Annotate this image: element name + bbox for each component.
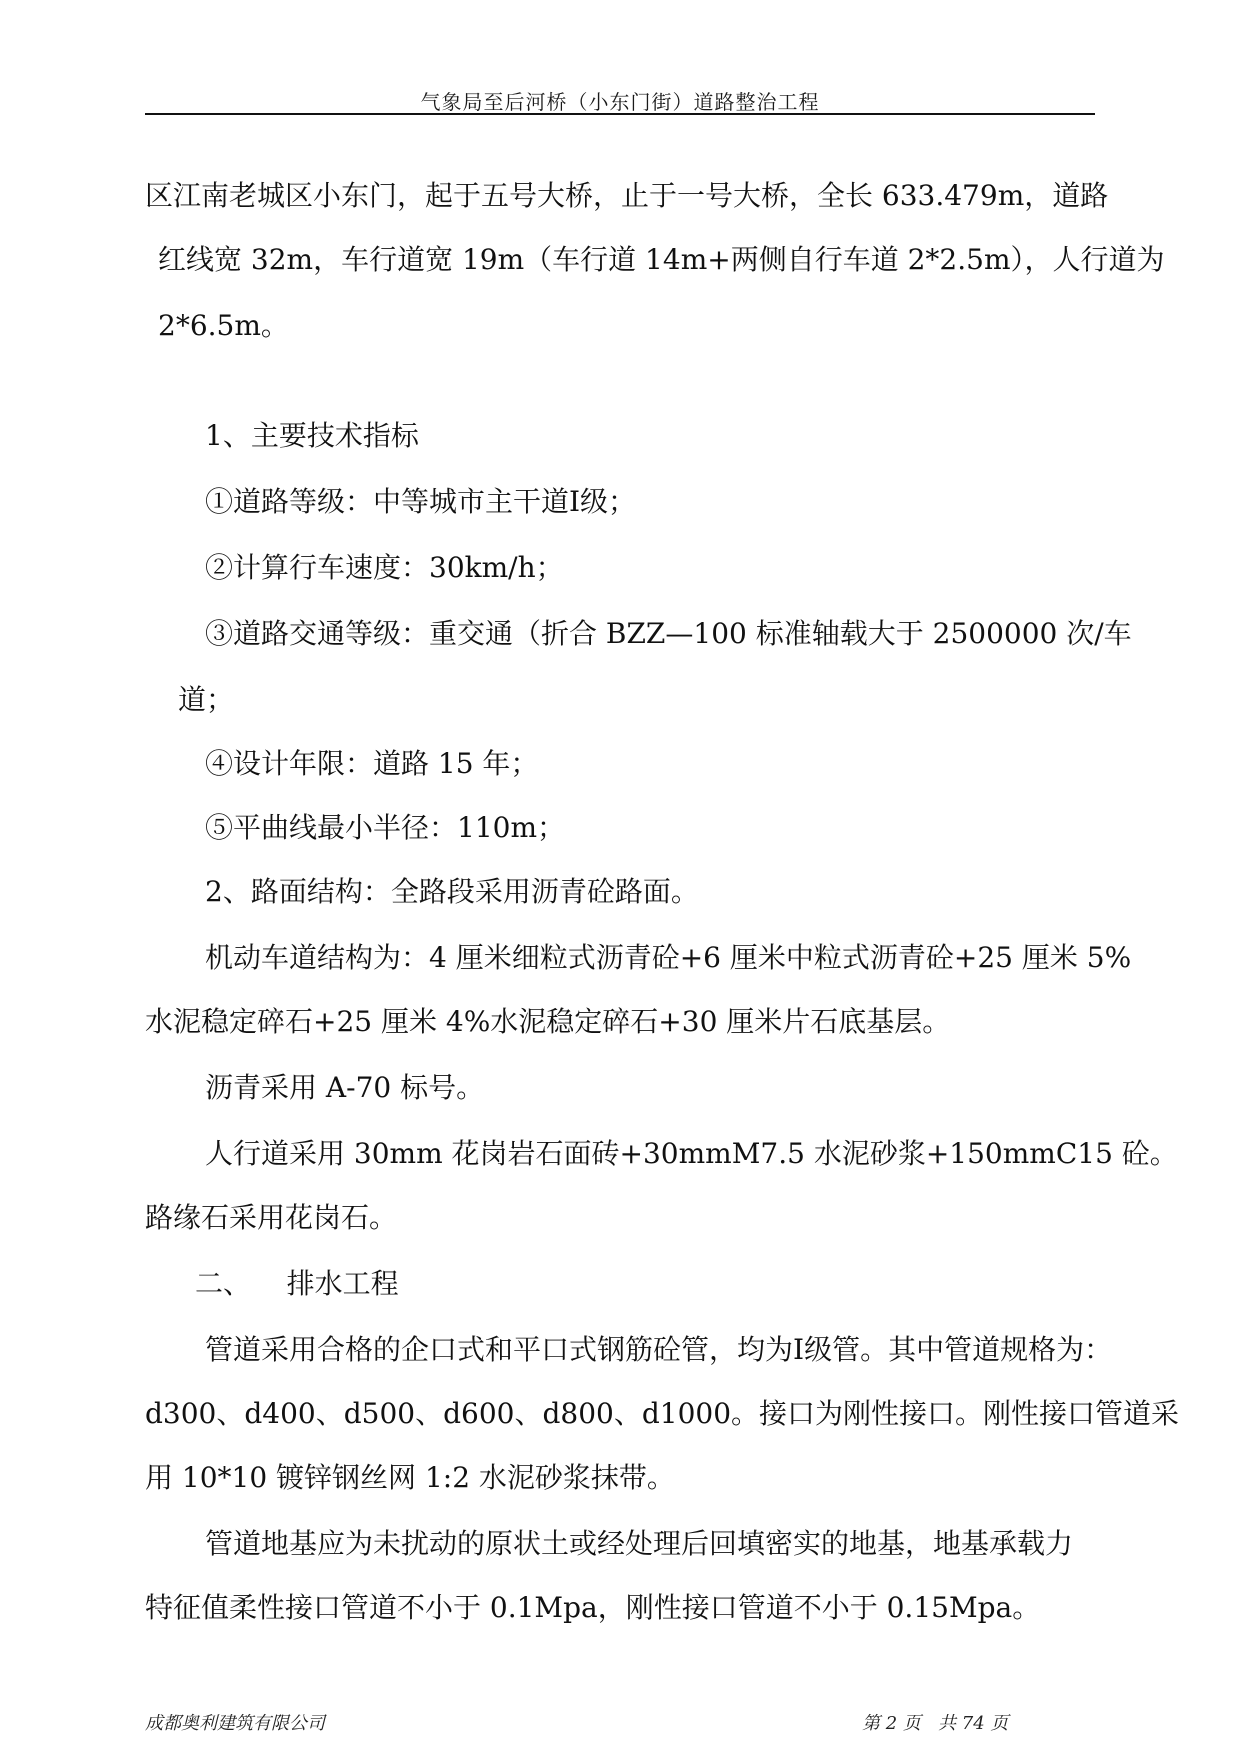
body-line: 管道地基应为未扰动的原状土或经处理后回填密实的地基，地基承载力 [205,1527,1074,1560]
list-item: ①道路等级：中等城市主干道Ⅰ级； [205,485,637,518]
list-item: ②计算行车速度：30km/h； [205,551,564,584]
section-heading: 1、主要技术指标 [205,419,419,452]
list-item: ④设计年限：道路 15 年； [205,747,539,780]
header-divider [145,113,1095,115]
footer-page-info: 第 2 页 共 74 页 [862,1713,1009,1734]
list-item: ⑤平曲线最小半径：110m； [205,811,565,844]
body-line: 人行道采用 30mm 花岗岩石面砖+30mmM7.5 水泥砂浆+150mmC15 砼。 [205,1137,1178,1170]
body-line: 区江南老城区小东门，起于五号大桥，止于一号大桥，全长 633.479m，道路 [145,179,1109,212]
body-line: d300、d400、d500、d600、d800、d1000。接口为刚性接口。刚性接口管道采 [145,1397,1180,1430]
list-item: ③道路交通等级：重交通（折合 BZZ—100 标准轴载大于 2500000 次/车 [205,617,1132,650]
body-line: 管道采用合格的企口式和平口式钢筋砼管，均为Ⅰ级管。其中管道规格为： [205,1333,1113,1366]
list-item-continuation: 道； [178,683,235,716]
body-line: 特征值柔性接口管道不小于 0.1Mpa，刚性接口管道不小于 0.15Mpa。 [145,1591,1041,1624]
page-header-title: 气象局至后河桥（小东门街）道路整治工程 [420,90,820,114]
body-line: 水泥稳定碎石+25 厘米 4%水泥稳定碎石+30 厘米片石底基层。 [145,1005,951,1038]
footer-company: 成都奥利建筑有限公司 [145,1713,325,1734]
body-line: 路缘石采用花岗石。 [145,1201,398,1234]
body-line: 用 10*10 镀锌钢丝网 1:2 水泥砂浆抹带。 [145,1461,675,1494]
body-line: 2*6.5m。 [158,309,289,342]
section-heading: 2、路面结构：全路段采用沥青砼路面。 [205,875,699,908]
section-heading: 二、 排水工程 [195,1267,399,1300]
body-line: 沥青采用 A-70 标号。 [205,1071,485,1104]
body-line: 机动车道结构为：4 厘米细粒式沥青砼+6 厘米中粒式沥青砼+25 厘米 5% [205,941,1132,974]
body-line: 红线宽 32m，车行道宽 19m（车行道 14m+两侧自行车道 2*2.5m），人行道为 [158,243,1165,276]
